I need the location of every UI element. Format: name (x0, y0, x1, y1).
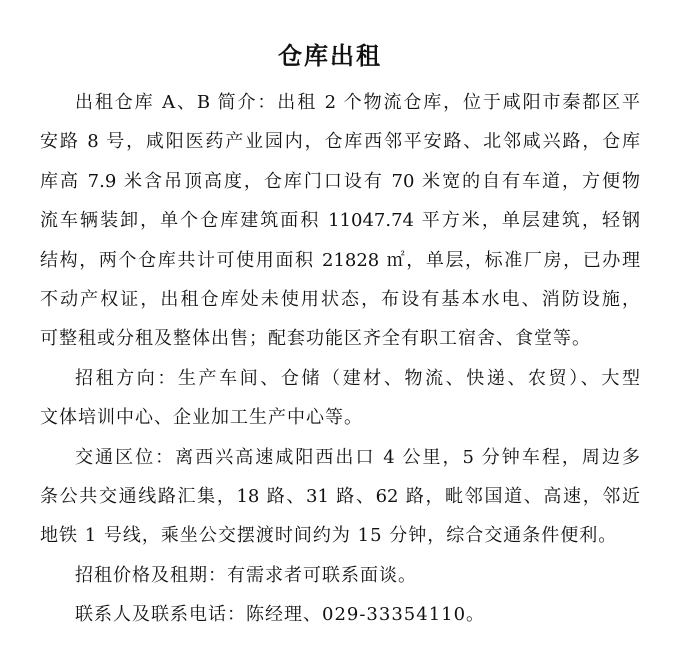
paragraph-transport (40, 438, 640, 556)
text-line: 文体培训中心、企业加工生产中心等。 (40, 407, 363, 429)
paragraph-leasing-direction (40, 359, 640, 438)
text-line: 库高 7.9 米含吊顶高度，仓库门口设有 70 米宽的自有车道，方便物 (40, 170, 640, 192)
document-title: 仓库出租 (278, 41, 382, 70)
paragraph-contact (40, 595, 640, 634)
text-line: 招租方向：生产车间、仓储（建材、物流、快递、农贸）、大型 (75, 367, 640, 389)
text-line: 条公共交通线路汇集，18 路、31 路、62 路，毗邻国道、高速，邻近 (40, 486, 640, 508)
text-line: 不动产权证，出租仓库处未使用状态，布设有基本水电、消防设施， (40, 289, 640, 311)
text-line: 联系人及联系电话：陈经理、029-33354110。 (75, 604, 486, 626)
document-body (40, 83, 640, 635)
text-line: 出租仓库 A、B 简介：出租 2 个物流仓库，位于咸阳市秦都区平 (75, 92, 640, 113)
text-line: 安路 8 号，咸阳医药产业园内，仓库西邻平安路、北邻咸兴路，仓库 (40, 131, 640, 153)
text-line: 交通区位：离西兴高速咸阳西出口 4 公里，5 分钟车程，周边多 (75, 446, 640, 468)
text-line: 可整租或分租及整体出售；配套功能区齐全有职工宿舍、食堂等。 (40, 328, 591, 350)
text-line: 地铁 1 号线，乘坐公交摆渡时间约为 15 分钟，综合交通条件便利。 (40, 525, 618, 547)
text-line: 结构，两个仓库共计可使用面积 21828 ㎡，单层，标准厂房，已办理 (40, 249, 640, 271)
paragraph-warehouse-intro (40, 83, 640, 359)
text-line: 招租价格及租期：有需求者可联系面谈。 (75, 564, 417, 586)
paragraph-price (40, 556, 640, 595)
text-line: 流车辆装卸，单个仓库建筑面积 11047.74 平方米，单层建筑，轻钢 (40, 210, 640, 232)
